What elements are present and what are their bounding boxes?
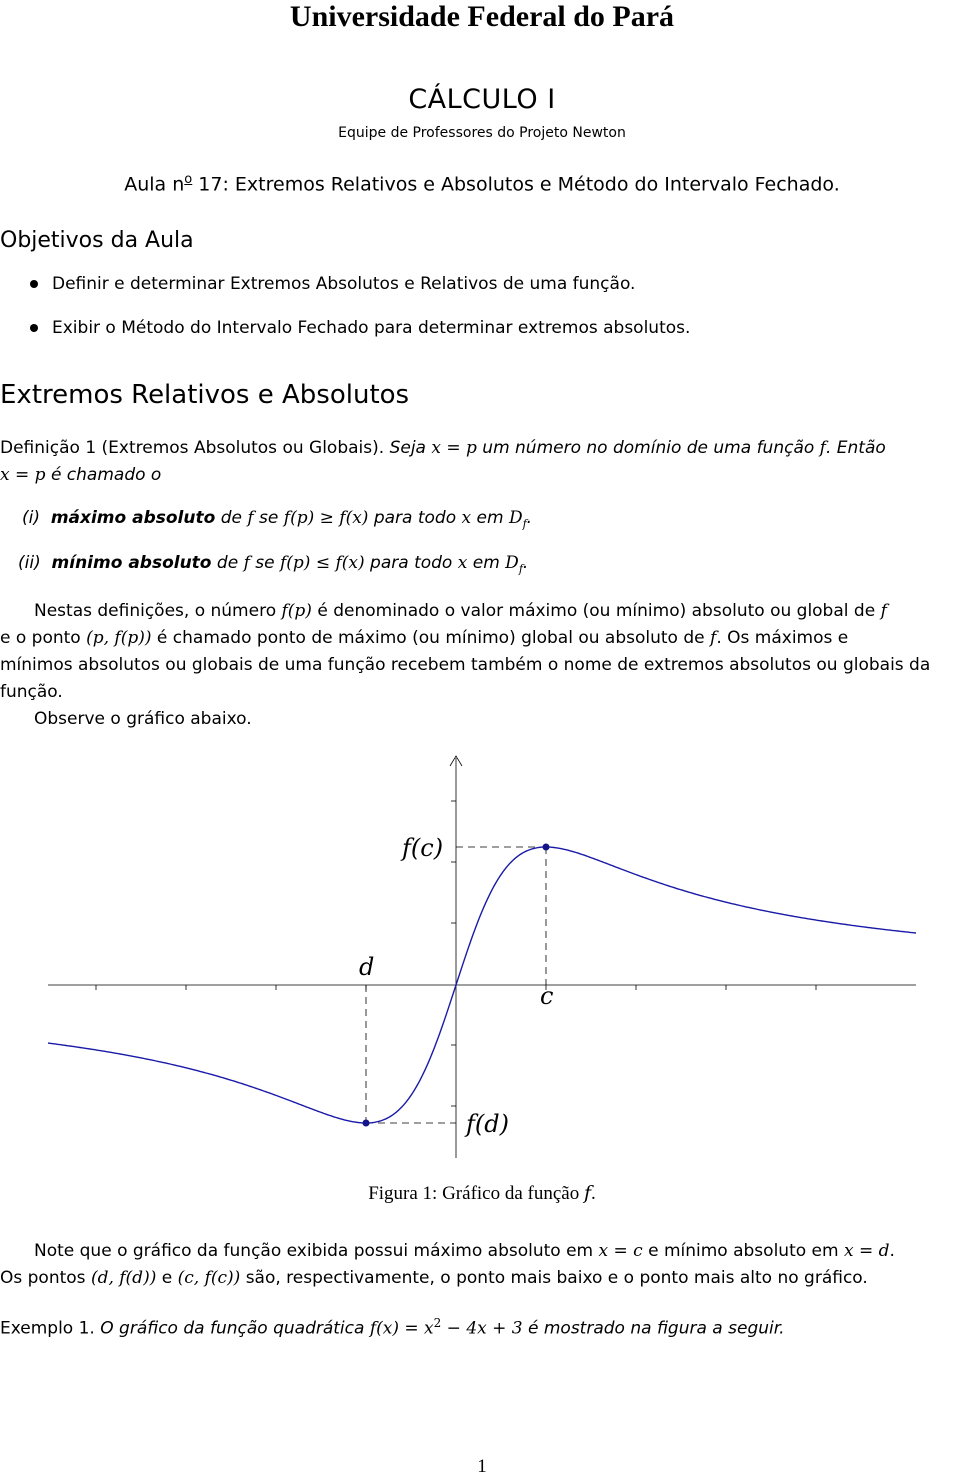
item-text: .: [526, 508, 533, 528]
item-term: mínimo absoluto: [51, 553, 212, 573]
university-title: Universidade Federal do Pará: [289, 0, 675, 33]
objective-item: [30, 274, 635, 294]
definition-text: é chamado o: [50, 465, 162, 485]
item-sub: f: [518, 562, 523, 576]
example-math: − 4x + 3: [441, 1318, 523, 1339]
caption-text: .: [591, 1183, 596, 1204]
definition-text: . Então: [825, 438, 886, 458]
objective-item: [30, 318, 690, 338]
definition-math: x = p: [0, 465, 46, 485]
caption-text: Figura 1: Gráfico da função: [368, 1183, 580, 1204]
item-math: D: [505, 553, 519, 573]
item-math: D: [508, 508, 523, 528]
function-graph: [0, 740, 964, 1170]
item-text: .: [522, 553, 529, 573]
example-math: f(x) = x: [369, 1318, 434, 1339]
course-title: CÁLCULO I: [408, 84, 556, 115]
para-math: f: [880, 601, 887, 621]
team-subtitle: Equipe de Professores do Projeto Newton: [338, 125, 626, 141]
definition-item: [18, 553, 528, 575]
note-text: são, respectivamente, o ponto mais baixo e o ponto mais alto no gráfico.: [245, 1268, 868, 1288]
note-math: x = c: [598, 1241, 643, 1261]
bullet-icon: [30, 324, 38, 332]
minimum-point: [363, 1120, 370, 1127]
item-term: máximo absoluto: [50, 508, 216, 528]
item-math: x: [457, 553, 468, 573]
item-text: de: [216, 553, 239, 573]
y-axis: [450, 756, 462, 1158]
section-heading: Extremos Relativos e Absolutos: [0, 380, 410, 410]
item-number: (i): [22, 508, 40, 528]
label-d: d: [359, 953, 375, 981]
note-text: e: [161, 1268, 173, 1288]
caption-math: f: [584, 1182, 592, 1204]
lesson-super: o: [184, 172, 193, 187]
item-math: f: [243, 553, 250, 573]
item-number: (ii): [18, 553, 41, 573]
item-text: em: [476, 508, 504, 528]
para-math: f: [710, 628, 717, 648]
definition-text: um número no domínio de uma função: [482, 438, 815, 458]
definition-item: [22, 508, 532, 530]
para-text: . Os máximos e: [716, 628, 849, 648]
item-text: para todo: [370, 553, 453, 573]
definition-label: Definição 1: [0, 438, 97, 458]
item-text: de: [220, 508, 242, 528]
paragraph-extrema: [0, 598, 964, 733]
para-math: f(p): [281, 601, 312, 621]
definition-math: f: [819, 438, 826, 458]
label-c: c: [540, 982, 554, 1010]
label-fc: f(c): [402, 834, 444, 862]
note-text: e mínimo absoluto em: [648, 1241, 839, 1261]
paragraph-note: [0, 1238, 964, 1292]
objective-text: Definir e determinar Extremos Absolutos e Relativos de uma função.: [52, 274, 636, 294]
example-label: Exemplo 1.: [0, 1318, 95, 1339]
para-math: (p, f(p)): [86, 628, 152, 648]
observe-line: Observe o gráfico abaixo.: [34, 709, 252, 729]
figure-caption: [0, 1182, 964, 1205]
label-fd: f(d): [466, 1110, 509, 1138]
maximum-point: [543, 844, 550, 851]
definition-text: Seja: [389, 438, 426, 458]
example-sup: 2: [433, 1316, 442, 1330]
para-line: função.: [0, 682, 63, 702]
example-text: é mostrado na figura a seguir.: [528, 1318, 785, 1339]
note-math: x = d: [843, 1241, 890, 1261]
note-text: Note que o gráfico da função exibida possui máximo absoluto em: [34, 1241, 594, 1261]
item-math: x: [461, 508, 472, 528]
para-text: Nestas definições, o número: [34, 601, 277, 621]
note-math: (c, f(c)): [177, 1268, 241, 1288]
lesson-prefix: Aula n: [124, 173, 185, 196]
objectives-heading: Objetivos da Aula: [0, 228, 194, 253]
note-text: Os pontos: [0, 1268, 86, 1288]
para-line: mínimos absolutos ou globais de uma função recebem também o nome de extremos absolutos ou globais da: [0, 655, 931, 675]
definition-math: x = p: [431, 438, 477, 458]
item-math: f(p) ≥ f(x): [283, 508, 369, 528]
para-text: é denominado o valor máximo (ou mínimo) absoluto ou global de: [317, 601, 876, 621]
definition-block: [0, 435, 964, 489]
lesson-title: [0, 172, 964, 195]
para-text: é chamado ponto de máximo (ou mínimo) global ou absoluto de: [156, 628, 705, 648]
item-text: para todo: [373, 508, 457, 528]
lesson-text: 17: Extremos Relativos e Absolutos e Método do Intervalo Fechado.: [192, 173, 840, 196]
example-text: O gráfico da função quadrática: [100, 1318, 365, 1339]
item-text: se: [259, 508, 279, 528]
bullet-icon: [30, 280, 38, 288]
definition-name: (Extremos Absolutos ou Globais).: [101, 438, 385, 458]
note-math: (d, f(d)): [90, 1268, 157, 1288]
page-number: 1: [477, 1456, 487, 1477]
item-math: f(p) ≤ f(x): [280, 553, 365, 573]
para-text: e o ponto: [0, 628, 81, 648]
example-block: [0, 1310, 964, 1343]
item-sub: f: [522, 517, 527, 531]
item-math: f: [247, 508, 254, 528]
item-text: se: [255, 553, 275, 573]
item-text: em: [472, 553, 500, 573]
note-text: .: [889, 1241, 895, 1261]
objective-text: Exibir o Método do Intervalo Fechado para determinar extremos absolutos.: [52, 318, 691, 338]
